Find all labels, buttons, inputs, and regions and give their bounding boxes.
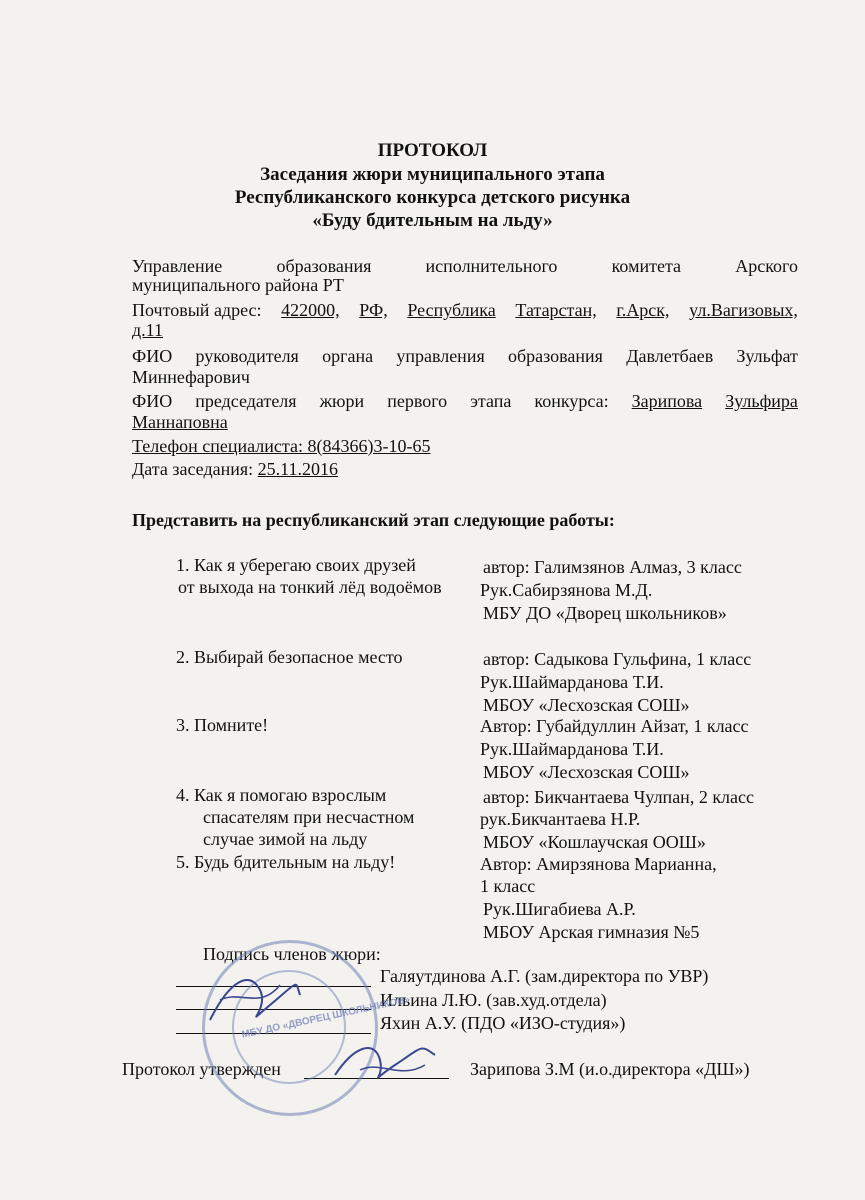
jury-member-1: Галяутдинова А.Г. (зам.директора по УВР) — [380, 966, 709, 986]
work-5-grade: 1 класс — [480, 876, 536, 896]
work-3-author: Автор: Губайдуллин Айзат, 1 класс — [480, 716, 749, 736]
address-word: ул.Вагизовых, — [689, 300, 798, 320]
work-1-title-b: от выхода на тонкий лёд водоёмов — [178, 577, 442, 597]
jury-member-2: Ильина Л.Ю. (зав.худ.отдела) — [380, 990, 607, 1010]
head-word: управления — [396, 346, 485, 366]
work-5-supervisor: Рук.Шигабиева А.Р. — [483, 899, 636, 919]
subtitle-3: «Буду бдительным на льду» — [312, 210, 553, 231]
approval-signer: Зарипова З.М (и.о.директора «ДШ») — [470, 1059, 750, 1079]
head-line — [132, 346, 798, 367]
chair-word: Зульфира — [725, 391, 798, 411]
head-word: органа — [322, 346, 374, 366]
address-line-2: д.11 — [132, 320, 163, 340]
jury-label: Подпись членов жюри: — [203, 944, 381, 964]
address-word: Татарстан, — [515, 300, 597, 320]
org-line-2: муниципального района РТ — [132, 275, 344, 295]
org-word: комитета — [611, 256, 682, 276]
chair-word: конкурса: — [534, 391, 609, 411]
head-line-2: Миннефарович — [132, 367, 250, 387]
org-word: исполнительного — [425, 256, 558, 276]
head-word: ФИО — [132, 346, 173, 366]
work-4-title-c: случае зимой на льду — [203, 829, 368, 849]
address-word: 422000, — [281, 300, 340, 320]
document-title: ПРОТОКОЛ — [377, 140, 488, 161]
approval-signature-scribble — [330, 1035, 440, 1090]
org-word: Управление — [132, 256, 223, 276]
head-word: Давлетбаев — [626, 346, 714, 366]
work-2-title: 2. Выбирай безопасное место — [176, 647, 403, 667]
org-word: Арского — [735, 256, 798, 276]
work-5-school: МБОУ Арская гимназия №5 — [483, 922, 700, 942]
work-1-supervisor: Рук.Сабирзянова М.Д. — [480, 580, 653, 600]
subtitle-2: Республиканского конкурса детского рисунка — [234, 187, 631, 208]
work-2-school: МБОУ «Лесхозская СОШ» — [483, 695, 690, 715]
address-line — [132, 300, 798, 321]
work-5-title: 5. Будь бдительным на льду! — [176, 852, 396, 872]
head-word: образования — [507, 346, 603, 366]
work-2-author: автор: Садыкова Гульфина, 1 класс — [483, 649, 752, 669]
work-1-title-a: 1. Как я уберегаю своих друзей — [176, 555, 416, 575]
work-4-title-b: спасателям при несчастном — [203, 807, 415, 827]
chair-word: первого — [387, 391, 448, 411]
work-1-author: автор: Галимзянов Алмаз, 3 класс — [483, 557, 742, 577]
work-4-title-a: 4. Как я помогаю взрослым — [176, 785, 387, 805]
work-4-supervisor: рук.Бикчантаева Н.Р. — [480, 809, 641, 829]
org-word: образования — [276, 256, 372, 276]
stamp-text: МБУ ДО «ДВОРЕЦ ШКОЛЬНИКОВ» — [240, 994, 412, 1041]
work-4-author: автор: Бикчантаева Чулпан, 2 класс — [483, 787, 755, 807]
work-2-supervisor: Рук.Шаймарданова Т.И. — [480, 672, 664, 692]
chair-word: жюри — [319, 391, 365, 411]
work-4-school: МБОУ «Кошлаучская ООШ» — [483, 832, 706, 852]
jury-member-3: Яхин А.У. (ПДО «ИЗО-студия») — [380, 1013, 626, 1033]
jury-signature-scribble — [200, 960, 310, 1040]
chair-word: председателя — [195, 391, 297, 411]
address-label: Почтовый адрес: — [132, 300, 262, 320]
chair-word: Зарипова — [631, 391, 703, 411]
date-label: Дата заседания: — [132, 459, 258, 479]
approval-label: Протокол утвержден — [122, 1059, 281, 1079]
work-5-author: Автор: Амирзянова Марианна, — [480, 854, 717, 874]
date-value: 25.11.2016 — [257, 459, 338, 479]
address-word: РФ, — [359, 300, 388, 320]
work-3-school: МБОУ «Лесхозская СОШ» — [483, 762, 690, 782]
address-word: Республика — [407, 300, 496, 320]
subtitle-1: Заседания жюри муниципального этапа — [260, 164, 605, 185]
head-word: руководителя — [195, 346, 299, 366]
org-line — [132, 256, 798, 277]
phone-line: Телефон специалиста: 8(84366)3-10-65 — [132, 436, 431, 456]
work-3-supervisor: Рук.Шаймарданова Т.И. — [480, 739, 664, 759]
date-line — [132, 459, 338, 480]
chair-line-2: Маннаповна — [132, 412, 228, 432]
chair-line — [132, 391, 798, 412]
chair-word: ФИО — [132, 391, 173, 411]
work-3-title: 3. Помните! — [176, 715, 269, 735]
chair-word: этапа — [470, 391, 512, 411]
section-title: Представить на республиканский этап следующие работы: — [132, 510, 615, 530]
work-1-school: МБУ ДО «Дворец школьников» — [483, 603, 727, 623]
head-word: Зульфат — [736, 346, 798, 366]
address-word: г.Арск, — [616, 300, 670, 320]
